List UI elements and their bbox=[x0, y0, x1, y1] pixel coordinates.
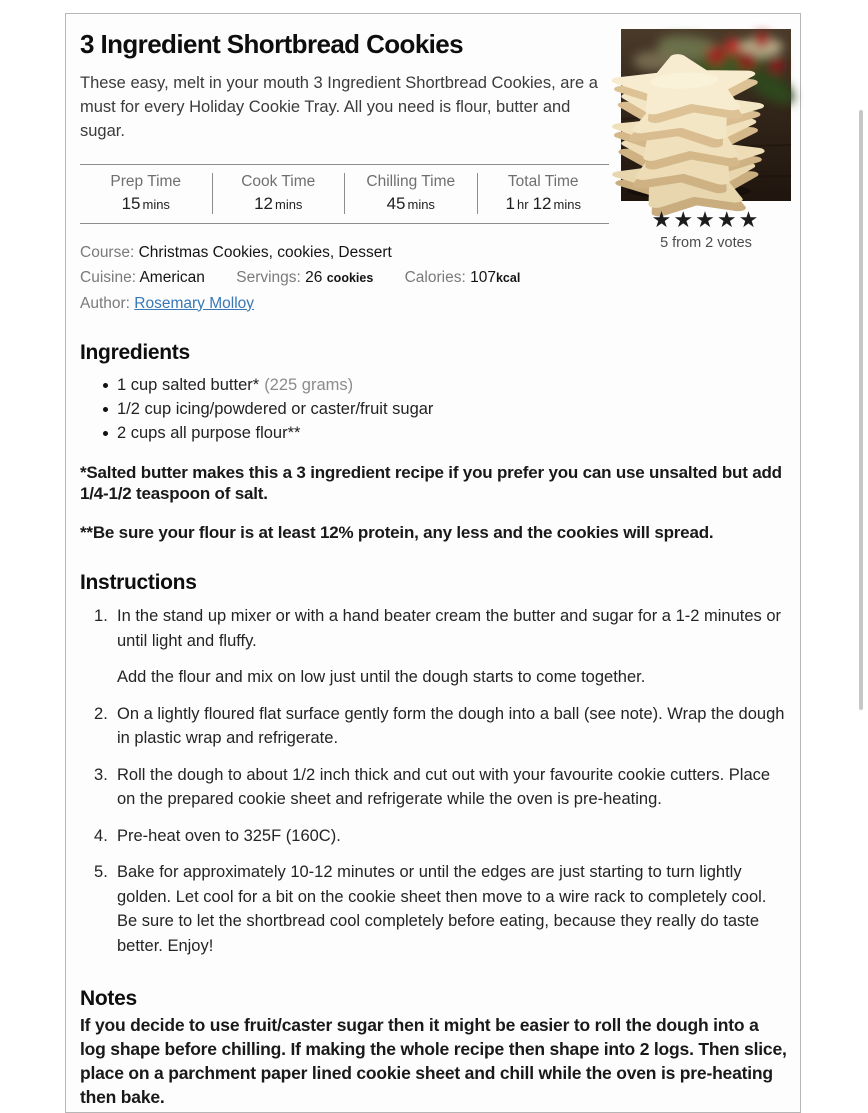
author-link[interactable]: Rosemary Molloy bbox=[134, 294, 255, 312]
prep-time-cell bbox=[80, 173, 212, 214]
instructions-section bbox=[80, 571, 788, 958]
calories-group: Calories: 107kcal bbox=[404, 268, 521, 286]
notes-section bbox=[80, 987, 788, 1109]
total-time-value: 1 hr 12 mins bbox=[505, 193, 581, 213]
total-time-cell bbox=[477, 173, 610, 214]
course-value: Christmas Cookies, cookies, Dessert bbox=[138, 243, 392, 261]
vertical-scrollbar[interactable] bbox=[859, 110, 863, 710]
ingredient-note: (225 grams) bbox=[264, 375, 354, 394]
instruction-step: Pre-heat oven to 325F (160C). bbox=[117, 826, 341, 845]
notes-body: If you decide to use fruit/caster sugar then it might be easier to roll the dough into a log shape before chilling. If making the whole recipe then shape into 2 logs. Then slice, place on a parchment paper lined cookie sheet and chill while the oven is pre-heating then bake. bbox=[80, 1015, 787, 1108]
ingredients-section bbox=[80, 341, 788, 445]
ingredient-item: 1/2 cup icing/powdered or caster/fruit sugar bbox=[80, 397, 788, 421]
prep-time-value: 15 mins bbox=[121, 193, 170, 213]
rating-votes: 5 from 2 votes bbox=[660, 235, 752, 251]
notes-heading: Notes bbox=[80, 987, 137, 1011]
recipe-description: These easy, melt in your mouth 3 Ingredient Shortbread Cookies, are a must for every Holiday Cookie Tray. All you need is flour, butter and sugar. bbox=[80, 73, 598, 140]
instruction-step: On a lightly floured flat surface gently form the dough into a ball (see note). Wrap the dough in plastic wrap and refrigerate. bbox=[117, 704, 785, 748]
ingredient-item: 1 cup salted butter* (225 grams) bbox=[80, 373, 788, 397]
star-icon[interactable]: ★ bbox=[673, 207, 696, 232]
meta-author-row bbox=[80, 291, 609, 316]
prep-time-label: Prep Time bbox=[110, 172, 182, 190]
recipe-header bbox=[80, 29, 788, 316]
cuisine-group: Cuisine: American bbox=[80, 268, 205, 286]
cook-time-cell bbox=[212, 173, 345, 214]
recipe-header-text bbox=[80, 29, 609, 316]
meta-details-row bbox=[80, 265, 609, 291]
instruction-step-extra: Add the flour and mix on low just until the dough starts to come together. bbox=[117, 668, 646, 687]
author-label: Author: bbox=[80, 294, 130, 312]
recipe-meta bbox=[80, 240, 609, 316]
meta-course-row bbox=[80, 240, 609, 265]
cook-time-value: 12 mins bbox=[254, 193, 303, 213]
footnote-salted-butter: *Salted butter makes this a 3 ingredient recipe if you prefer you can use unsalted but add 1/4-1/2 teaspoon of salt. bbox=[80, 462, 782, 504]
chilling-time-cell bbox=[344, 173, 477, 214]
star-icon[interactable]: ★ bbox=[738, 207, 761, 232]
star-icon[interactable]: ★ bbox=[651, 207, 674, 232]
footnote-flour-protein: **Be sure your flour is at least 12% protein, any less and the cookies will spread. bbox=[80, 522, 714, 542]
ingredient-item: 2 cups all purpose flour** bbox=[80, 421, 788, 445]
ingredients-heading: Ingredients bbox=[80, 340, 190, 364]
cookie-photo bbox=[621, 29, 791, 201]
chilling-time-label: Chilling Time bbox=[366, 172, 456, 190]
instruction-list bbox=[80, 604, 788, 958]
ingredient-list bbox=[80, 373, 788, 445]
chilling-time-value: 45 mins bbox=[386, 193, 435, 213]
instruction-step: Bake for approximately 10-12 minutes or until the edges are just starting to turn lightly golden. Let cool for a bit on the cookie sheet then move to a wire rack to completely cool. Be sure to let the shortbread cool completely before eating, because they really do taste better. Enjoy! bbox=[117, 863, 767, 955]
star-icon[interactable]: ★ bbox=[695, 207, 717, 232]
total-time-label: Total Time bbox=[507, 172, 579, 190]
course-label: Course: bbox=[80, 243, 135, 261]
instructions-heading: Instructions bbox=[80, 571, 197, 595]
star-icon[interactable]: ★ bbox=[716, 207, 739, 232]
recipe-title: 3 Ingredient Shortbread Cookies bbox=[80, 29, 464, 59]
instruction-step: In the stand up mixer or with a hand beater cream the butter and sugar for a 1-2 minutes or until light and fluffy. Add the flour and mix on low just until the dough starts to come together. bbox=[80, 604, 788, 690]
cook-time-label: Cook Time bbox=[241, 172, 316, 190]
instruction-step: Roll the dough to about 1/2 inch thick and cut out with your favourite cookie cutters. Place on the prepared cookie sheet and refrigerate while the oven is pre-heating. bbox=[117, 765, 771, 809]
star-rating[interactable] bbox=[621, 209, 791, 231]
recipe-card bbox=[65, 13, 801, 1113]
servings-group: Servings: 26 cookies bbox=[236, 268, 374, 286]
times-table bbox=[80, 164, 609, 224]
recipe-photo-column bbox=[621, 29, 791, 316]
